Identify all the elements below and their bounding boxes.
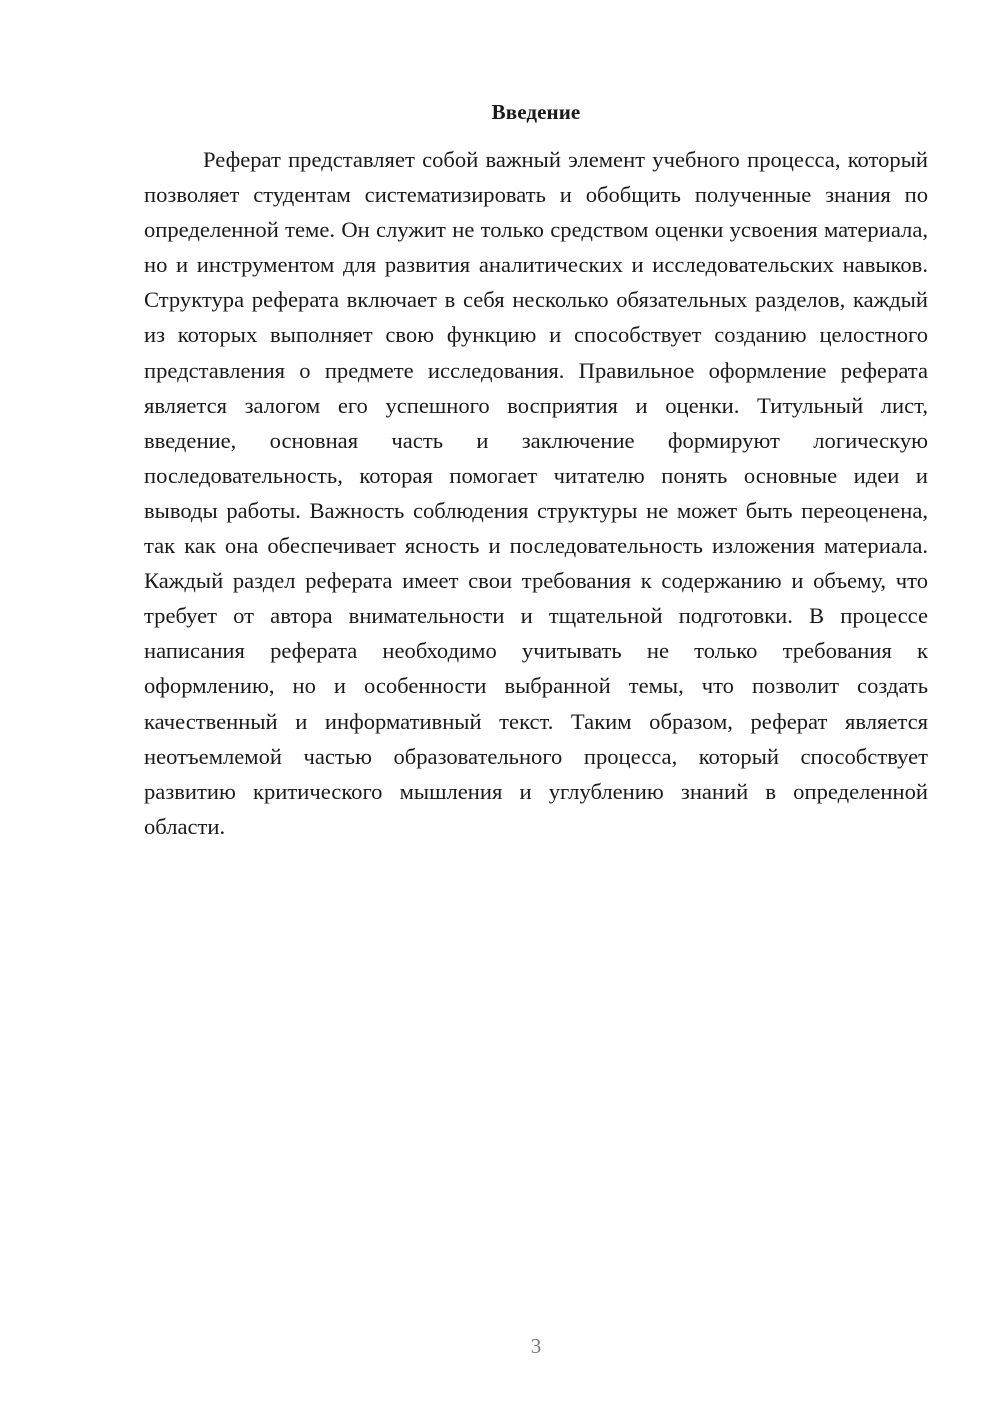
- page-number: 3: [530, 1334, 542, 1358]
- section-heading: Введение: [491, 100, 581, 124]
- body-paragraph: Реферат представляет собой важный элемент учебного процесса, который позволяет студентам систематизировать и обобщить полученные знания по определенной теме. Он служит не только средством оценки усвоения материала, но и инструментом для развития аналитических и исследовательских навыков. Структура реферата включает в себя несколько обязательных разделов, каждый из которых выполняет свою функцию и способствует созданию целостного представления о предмете исследования. Правильное оформление реферата является залогом его успешного восприятия и оценки. Титульный лист, введение, основная часть и заключение формируют логическую последовательность, которая помогает читателю понять основные идеи и выводы работы. Важность соблюдения структуры не может быть переоценена, так как она обеспечивает ясность и последовательность изложения материала. Каждый раздел реферата имеет свои требования к содержанию и объему, что требует от автора внимательности и тщательной подготовки. В процессе написания реферата необходимо учитывать не только требования к оформлению, но и особенности выбранной темы, что позволит создать качественный и информативный текст. Таким образом, реферат является неотъемлемой частью образовательного процесса, который способствует развитию критического мышления и углублению знаний в определенной области.: [144, 147, 928, 839]
